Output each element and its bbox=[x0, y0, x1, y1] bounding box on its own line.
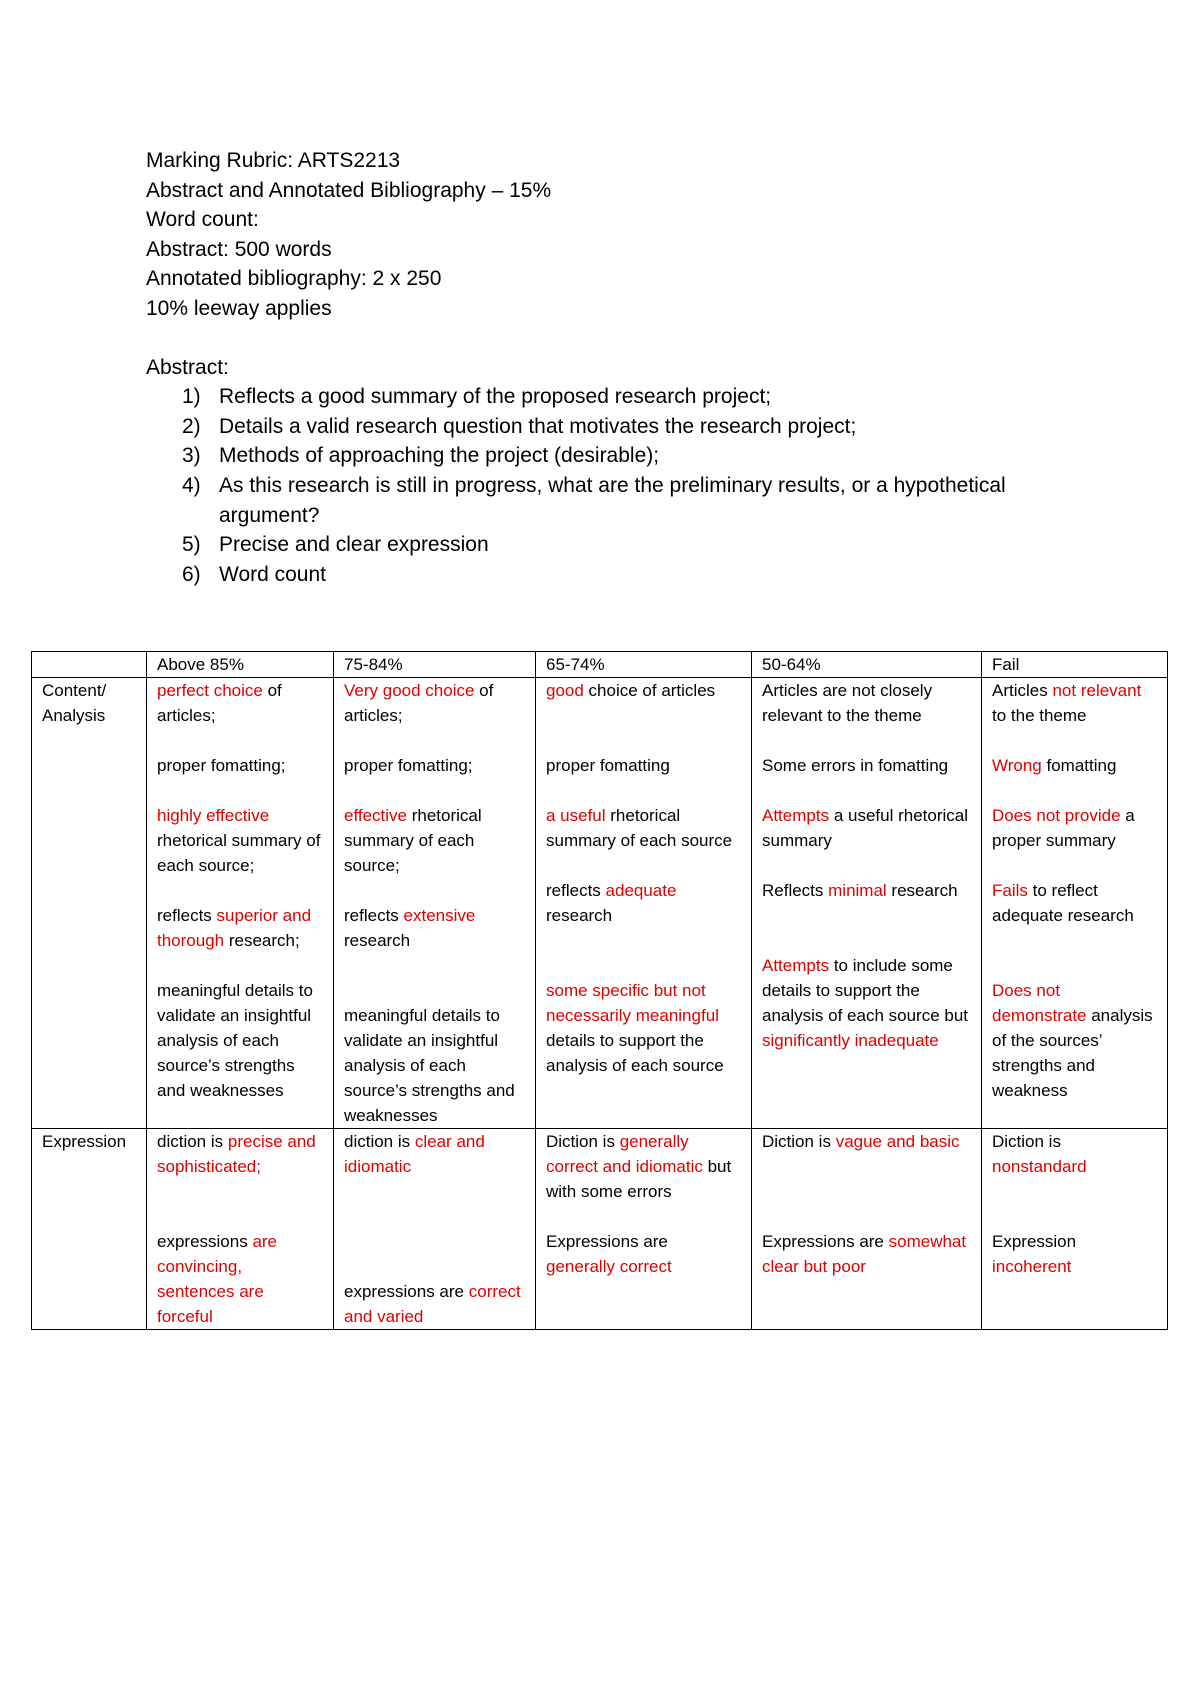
blank-line bbox=[762, 853, 971, 878]
rubric-cell bbox=[982, 1129, 1168, 1330]
descriptor-paragraph bbox=[546, 1229, 741, 1279]
blank-line bbox=[546, 853, 741, 878]
blank-line bbox=[344, 1229, 525, 1254]
descriptor-paragraph bbox=[344, 678, 525, 728]
item-text: Word count bbox=[219, 562, 326, 586]
descriptor-paragraph bbox=[762, 1129, 971, 1154]
blank-line bbox=[762, 728, 971, 753]
blank-line bbox=[992, 1204, 1157, 1229]
assessment-title: Abstract and Annotated Bibliography – 15% bbox=[146, 178, 552, 202]
blank-line bbox=[157, 878, 323, 903]
criteria-item bbox=[146, 560, 1106, 590]
corner-cell bbox=[32, 652, 147, 678]
blank-line bbox=[992, 953, 1157, 978]
blank-line bbox=[546, 778, 741, 803]
leeway-note: 10% leeway applies bbox=[146, 296, 332, 320]
criterion-label: Expression bbox=[32, 1129, 147, 1330]
grade-band-header-row bbox=[32, 652, 1168, 678]
descriptor-paragraph bbox=[992, 978, 1157, 1103]
key-phrase: incoherent bbox=[992, 1257, 1072, 1276]
expression-row bbox=[32, 1129, 1168, 1330]
descriptor-text: rhetorical summary of each source; bbox=[157, 831, 321, 875]
bibliography-word-limit: Annotated bibliography: 2 x 250 bbox=[146, 267, 442, 291]
key-phrase: generally correct bbox=[546, 1257, 672, 1276]
descriptor-paragraph bbox=[546, 1129, 741, 1204]
key-phrase: good bbox=[546, 681, 584, 700]
descriptor-text: diction is bbox=[344, 1132, 415, 1151]
criteria-item bbox=[146, 530, 1106, 560]
blank-line bbox=[762, 1179, 971, 1204]
descriptor-paragraph bbox=[344, 753, 525, 778]
descriptor-text: meaningful details to validate an insightful analysis of each source’s strengths and weaknesses bbox=[344, 1006, 515, 1125]
item-number: 1) bbox=[182, 385, 201, 409]
grade-band-header: 50-64% bbox=[752, 652, 982, 678]
key-phrase: nonstandard bbox=[992, 1157, 1087, 1176]
descriptor-text: reflects bbox=[157, 906, 217, 925]
content-analysis-row bbox=[32, 678, 1168, 1129]
descriptor-text: Some errors in fomatting bbox=[762, 756, 949, 775]
blank-line bbox=[344, 778, 525, 803]
item-number: 6) bbox=[182, 562, 201, 586]
descriptor-paragraph bbox=[344, 1279, 525, 1329]
blank-line bbox=[157, 1179, 323, 1204]
key-phrase: Attempts bbox=[762, 806, 830, 825]
descriptor-text: a useful rhetorical summary bbox=[762, 806, 968, 850]
blank-line bbox=[762, 778, 971, 803]
descriptor-text: Articles are not closely relevant to the theme bbox=[762, 681, 933, 725]
descriptor-text: to include some details to support the analysis of each source but bbox=[762, 956, 969, 1025]
rubric-cell bbox=[982, 678, 1168, 1129]
descriptor-paragraph bbox=[762, 753, 971, 778]
descriptor-text: to the theme bbox=[992, 706, 1087, 725]
key-phrase: minimal bbox=[828, 881, 887, 900]
descriptor-text: Expression bbox=[992, 1232, 1077, 1251]
descriptor-paragraph bbox=[344, 1129, 525, 1179]
descriptor-text: Articles bbox=[992, 681, 1053, 700]
key-phrase: Does not demonstrate bbox=[992, 981, 1087, 1025]
blank-line bbox=[762, 1154, 971, 1179]
descriptor-text: proper fomatting bbox=[546, 756, 670, 775]
rubric-cell bbox=[752, 678, 982, 1129]
rubric-cell bbox=[334, 1129, 536, 1330]
rubric-cell bbox=[147, 678, 334, 1129]
descriptor-paragraph bbox=[762, 1229, 971, 1279]
descriptor-text: proper fomatting; bbox=[157, 756, 286, 775]
descriptor-text: Diction is bbox=[762, 1132, 836, 1151]
blank-line bbox=[157, 953, 323, 978]
blank-line bbox=[992, 728, 1157, 753]
item-text: As this research is still in progress, what are the preliminary results, or a hypothetical argument? bbox=[219, 473, 1006, 527]
item-number: 2) bbox=[182, 414, 201, 438]
descriptor-text: details to support the analysis of each source bbox=[546, 1031, 724, 1075]
blank-line bbox=[992, 928, 1157, 953]
item-text: Details a valid research question that motivates the research project; bbox=[219, 414, 857, 438]
item-text: Reflects a good summary of the proposed research project; bbox=[219, 385, 772, 409]
descriptor-paragraph bbox=[762, 878, 971, 903]
grade-band-header: Fail bbox=[982, 652, 1168, 678]
descriptor-text: Expressions are bbox=[546, 1232, 668, 1251]
rubric-cell bbox=[334, 678, 536, 1129]
descriptor-text: analysis of the sources’ strengths and weakness bbox=[992, 1006, 1153, 1100]
rubric-table bbox=[31, 651, 1168, 1330]
grade-band-header: 75-84% bbox=[334, 652, 536, 678]
descriptor-text: fomatting bbox=[1041, 756, 1117, 775]
descriptor-text: choice of articles bbox=[583, 681, 716, 700]
descriptor-paragraph bbox=[992, 1229, 1157, 1279]
descriptor-text: but with some errors bbox=[546, 1157, 732, 1201]
abstract-criteria-list bbox=[146, 382, 1106, 589]
blank-line bbox=[992, 853, 1157, 878]
descriptor-paragraph bbox=[546, 978, 741, 1078]
descriptor-paragraph bbox=[157, 978, 323, 1103]
descriptor-paragraph bbox=[344, 803, 525, 878]
blank-line bbox=[344, 1204, 525, 1229]
descriptor-text: Diction is bbox=[992, 1132, 1061, 1151]
key-phrase: Very good choice bbox=[344, 681, 475, 700]
descriptor-text: meaningful details to validate an insightful analysis of each source’s strengths and weaknesses bbox=[157, 981, 313, 1100]
descriptor-paragraph bbox=[546, 803, 741, 853]
key-phrase: vague and basic bbox=[835, 1132, 960, 1151]
key-phrase: some specific but not necessarily meaningful bbox=[546, 981, 719, 1025]
descriptor-paragraph bbox=[157, 1129, 323, 1179]
descriptor-text: rhetorical summary of each source; bbox=[344, 806, 482, 875]
descriptor-text: expressions are bbox=[344, 1282, 469, 1301]
descriptor-paragraph bbox=[157, 803, 323, 878]
criterion-label: Content/ Analysis bbox=[32, 678, 147, 1129]
key-phrase: precise and sophisticated; bbox=[157, 1132, 316, 1176]
abstract-word-limit: Abstract: 500 words bbox=[146, 237, 332, 261]
blank-line bbox=[344, 953, 525, 978]
blank-line bbox=[546, 928, 741, 953]
rubric-cell bbox=[147, 1129, 334, 1330]
descriptor-paragraph bbox=[992, 678, 1157, 728]
descriptor-paragraph bbox=[992, 878, 1157, 928]
criteria-item bbox=[146, 412, 1106, 442]
rubric-cell bbox=[752, 1129, 982, 1330]
key-phrase: not relevant bbox=[1052, 681, 1142, 700]
descriptor-text: research; bbox=[224, 931, 300, 950]
descriptor-text: reflects bbox=[344, 906, 404, 925]
blank-line bbox=[157, 1204, 323, 1229]
descriptor-paragraph bbox=[546, 878, 741, 928]
descriptor-text: of articles; bbox=[344, 681, 494, 725]
key-phrase: are convincing, sentences are forceful bbox=[157, 1232, 278, 1326]
descriptor-paragraph bbox=[992, 753, 1157, 778]
grade-band-header: Above 85% bbox=[147, 652, 334, 678]
blank-line bbox=[546, 703, 741, 728]
descriptor-paragraph bbox=[546, 753, 741, 778]
blank-line bbox=[344, 728, 525, 753]
descriptor-paragraph bbox=[157, 903, 323, 953]
abstract-heading: Abstract: bbox=[146, 355, 229, 379]
descriptor-text: to reflect adequate research bbox=[992, 881, 1134, 925]
descriptor-text: of articles; bbox=[157, 681, 282, 725]
descriptor-text: diction is bbox=[157, 1132, 228, 1151]
key-phrase: Fails bbox=[992, 881, 1028, 900]
key-phrase: Does not provide bbox=[992, 806, 1121, 825]
key-phrase: effective bbox=[344, 806, 408, 825]
descriptor-text: expressions bbox=[157, 1232, 253, 1251]
descriptor-text: research bbox=[886, 881, 958, 900]
key-phrase: highly effective bbox=[157, 806, 270, 825]
descriptor-text: a proper summary bbox=[992, 806, 1135, 850]
key-phrase: a useful bbox=[546, 806, 606, 825]
blank-line bbox=[762, 903, 971, 928]
key-phrase: generally correct and idiomatic bbox=[546, 1132, 703, 1176]
key-phrase: significantly inadequate bbox=[762, 1031, 939, 1050]
item-number: 5) bbox=[182, 533, 201, 557]
key-phrase: adequate bbox=[605, 881, 677, 900]
descriptor-text: research bbox=[546, 906, 613, 925]
descriptor-text: Expressions are bbox=[762, 1232, 889, 1251]
descriptor-text: proper fomatting; bbox=[344, 756, 473, 775]
word-count-label: Word count: bbox=[146, 208, 259, 232]
rubric-header bbox=[146, 146, 1106, 589]
descriptor-paragraph bbox=[157, 678, 323, 728]
blank-line bbox=[157, 778, 323, 803]
blank-line bbox=[546, 728, 741, 753]
item-number: 3) bbox=[182, 444, 201, 468]
descriptor-text: rhetorical summary of each source bbox=[546, 806, 733, 850]
blank-line bbox=[344, 1254, 525, 1279]
criteria-item bbox=[146, 471, 1106, 530]
blank-line bbox=[344, 1179, 525, 1204]
criteria-item bbox=[146, 441, 1106, 471]
document-title: Marking Rubric: ARTS2213 bbox=[146, 149, 401, 172]
key-phrase: Wrong bbox=[992, 756, 1042, 775]
blank-line bbox=[762, 1204, 971, 1229]
descriptor-paragraph bbox=[992, 1129, 1157, 1179]
key-phrase: superior and thorough bbox=[157, 906, 312, 950]
key-phrase: clear and idiomatic bbox=[344, 1132, 485, 1176]
blank-line bbox=[344, 878, 525, 903]
descriptor-paragraph bbox=[157, 753, 323, 778]
rubric-cell bbox=[536, 1129, 752, 1330]
descriptor-text: Diction is bbox=[546, 1132, 620, 1151]
blank-line bbox=[992, 778, 1157, 803]
rubric-cell bbox=[536, 678, 752, 1129]
descriptor-paragraph bbox=[344, 1003, 525, 1128]
descriptor-paragraph bbox=[762, 678, 971, 728]
descriptor-paragraph bbox=[992, 803, 1157, 853]
blank-line bbox=[157, 728, 323, 753]
descriptor-text: reflects bbox=[546, 881, 606, 900]
blank-line bbox=[546, 953, 741, 978]
key-phrase: correct and varied bbox=[344, 1282, 521, 1326]
descriptor-paragraph bbox=[762, 803, 971, 853]
descriptor-paragraph bbox=[546, 678, 741, 703]
blank-line bbox=[762, 928, 971, 953]
descriptor-paragraph bbox=[157, 1229, 323, 1329]
blank-line bbox=[344, 978, 525, 1003]
key-phrase: Attempts bbox=[762, 956, 830, 975]
descriptor-text: Reflects bbox=[762, 881, 829, 900]
blank-line bbox=[992, 1179, 1157, 1204]
descriptor-paragraph bbox=[762, 953, 971, 1053]
item-text: Precise and clear expression bbox=[219, 533, 489, 557]
key-phrase: perfect choice bbox=[157, 681, 263, 700]
criteria-item bbox=[146, 382, 1106, 412]
grade-band-header: 65-74% bbox=[536, 652, 752, 678]
descriptor-text: research bbox=[344, 931, 411, 950]
key-phrase: extensive bbox=[403, 906, 476, 925]
descriptor-paragraph bbox=[344, 903, 525, 953]
item-number: 4) bbox=[182, 473, 201, 497]
key-phrase: somewhat clear but poor bbox=[762, 1232, 967, 1276]
item-text: Methods of approaching the project (desirable); bbox=[219, 444, 660, 468]
blank-line bbox=[546, 1204, 741, 1229]
